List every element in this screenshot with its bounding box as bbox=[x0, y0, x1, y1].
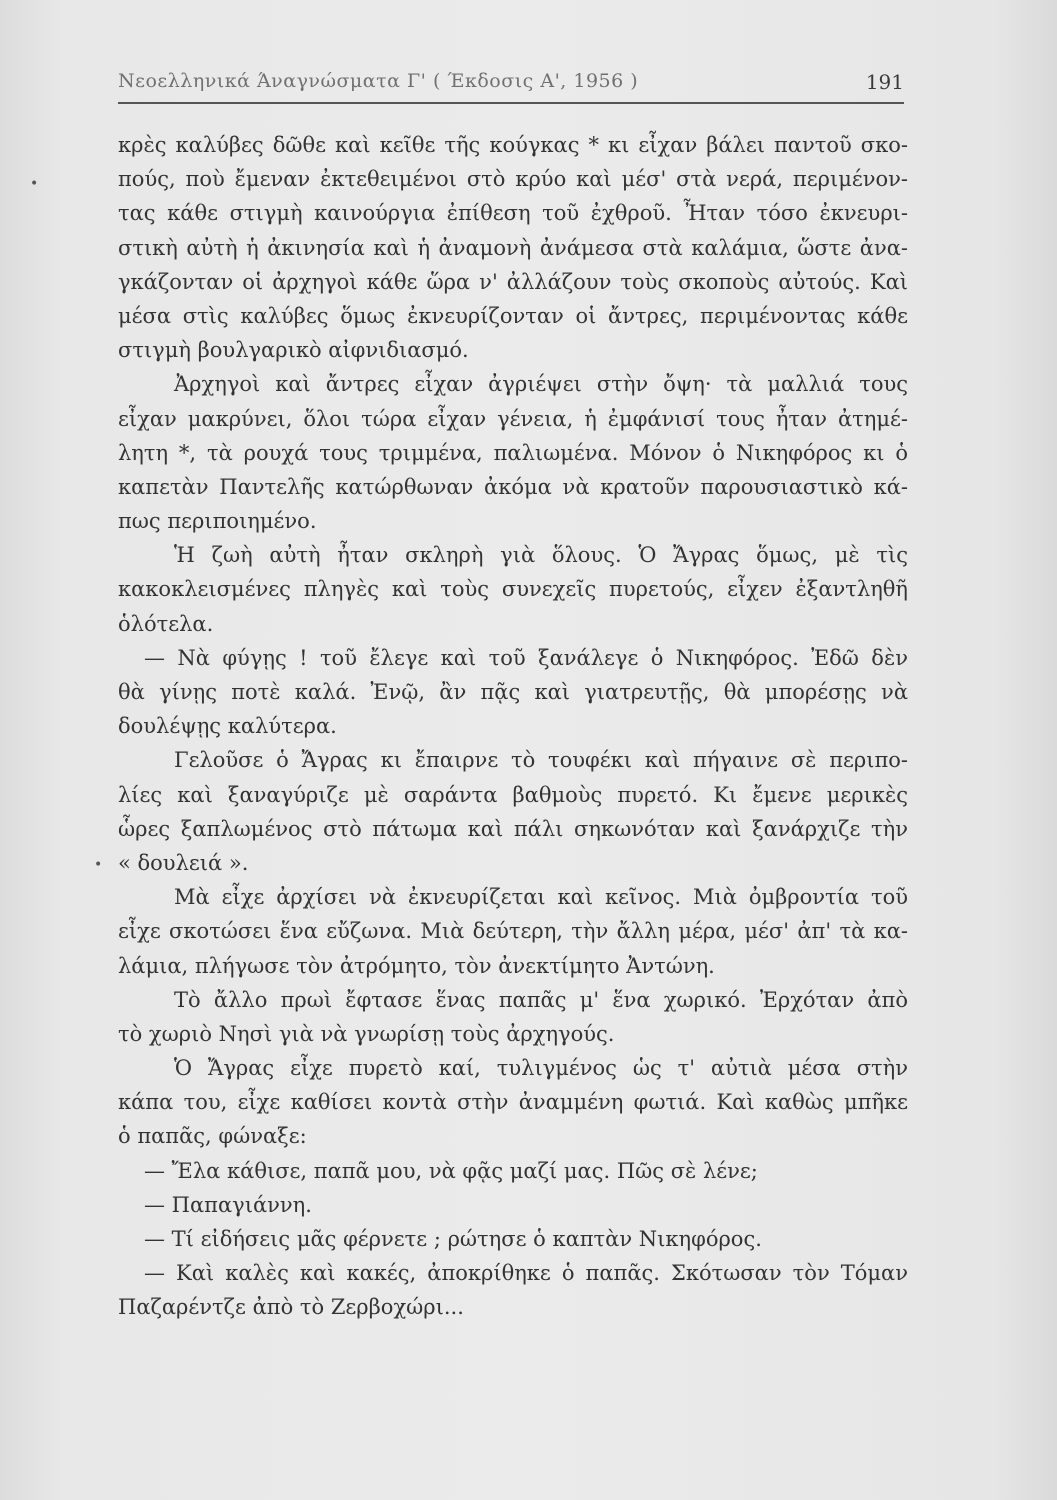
text-line: πως περιποιημένο. bbox=[118, 509, 317, 534]
text-line: καπετὰν Παντελῆς κατώρθωναν ἀκόμα νὰ κρατοῦν παρουσιαστικὸ κά- bbox=[118, 474, 908, 499]
text-line: κακοκλεισμένες πληγὲς καὶ τοὺς συνεχεῖς πυρετούς, εἶχεν ἐξαντληθῆ bbox=[118, 577, 908, 602]
text-line: « δουλειά ». bbox=[118, 850, 249, 875]
text-line: εἶχε σκοτώσει ἕνα εὔζωνα. Μιὰ δεύτερη, τὴν ἄλλη μέρα, μέσ' ἀπ' τὰ κα- bbox=[118, 919, 908, 944]
text-line: Ἡ ζωὴ αὐτὴ ἦταν σκληρὴ γιὰ ὅλους. Ὁ Ἄγρας ὅμως, μὲ τὶς bbox=[174, 543, 908, 568]
text-line: τας κάθε στιγμὴ καινούργια ἐπίθεση τοῦ ἐχθροῦ. Ἦταν τόσο ἐκνευρι- bbox=[118, 201, 908, 226]
text-line: — Τί εἰδήσεις μᾶς φέρνετε ; ρώτησε ὁ καπτὰν Νικηφόρος. bbox=[144, 1227, 762, 1251]
text-line: Γελοῦσε ὁ Ἄγρας κι ἔπαιρνε τὸ τουφέκι καὶ πήγαινε σὲ περιπο- bbox=[174, 748, 908, 773]
text-line: — Παπαγιάννη. bbox=[144, 1192, 312, 1217]
text-line: Ἀρχηγοὶ καὶ ἄντρες εἶχαν ἀγριέψει στὴν ὄψη· τὰ μαλλιά τους bbox=[174, 372, 908, 397]
text-line: εἶχαν μακρύνει, ὅλοι τώρα εἶχαν γένεια, ἡ ἐμφάνισί τους ἦταν ἀτημέ- bbox=[118, 406, 908, 431]
page-number: 191 bbox=[865, 70, 904, 94]
text-line: ὁ παπᾶς, φώναξε: bbox=[118, 1124, 307, 1149]
text-line: λητη *, τὰ ρουχά τους τριμμένα, παλιωμένα. Μόνον ὁ Νικηφόρος κι ὁ bbox=[118, 440, 908, 465]
text-line: ὧρες ξαπλωμένος στὸ πάτωμα καὶ πάλι σηκωνόταν καὶ ξανάρχιζε τὴν bbox=[118, 816, 908, 841]
text-line: τὸ χωριὸ Νησὶ γιὰ νὰ γνωρίσῃ τοὺς ἀρχηγούς. bbox=[118, 1021, 615, 1046]
text-line: Παζαρέντζε ἀπὸ τὸ Ζερβοχώρι... bbox=[118, 1295, 464, 1320]
text-line: — Νὰ φύγῃς ! τοῦ ἔλεγε καὶ τοῦ ξανάλεγε ὁ Νικηφόρος. Ἐδῶ δὲν bbox=[144, 645, 908, 670]
text-line: Μὰ εἶχε ἀρχίσει νὰ ἐκνευρίζεται καὶ κεῖνος. Μιὰ ὀμβροντία τοῦ bbox=[174, 885, 908, 910]
text-line: στιγμὴ βουλγαρικὸ αἰφνιδιασμό. bbox=[118, 338, 469, 363]
text-line: κρὲς καλύβες δῶθε καὶ κεῖθε τῆς κούγκας * κι εἶχαν βάλει παντοῦ σκο- bbox=[118, 133, 908, 157]
margin-dot: • bbox=[94, 857, 103, 873]
margin-dot: • bbox=[30, 176, 39, 192]
text-line: στικὴ αὐτὴ ἡ ἀκινησία καὶ ἡ ἀναμονὴ ἀνάμεσα στὰ καλάμια, ὥστε ἀνα- bbox=[118, 235, 908, 260]
text-line: Τὸ ἄλλο πρωὶ ἔφτασε ἕνας παπᾶς μ' ἕνα χωρικό. Ἐρχόταν ἀπὸ bbox=[174, 987, 908, 1012]
text-line: θὰ γίνῃς ποτὲ καλά. Ἐνῷ, ἂν πᾷς καὶ γιατρευτῇς, θὰ μπορέσῃς νὰ bbox=[118, 680, 908, 704]
header-rule bbox=[118, 102, 904, 104]
running-head: Νεοελληνικά Άναγνώσματα Γ' ( Έκδοσις Α', 1956 ) bbox=[118, 70, 639, 92]
text-line: δουλέψῃς καλύτερα. bbox=[118, 714, 337, 739]
text-line: γκάζονταν οἱ ἀρχηγοὶ κάθε ὥρα ν' ἀλλάζουν τοὺς σκοποὺς αὐτούς. Καὶ bbox=[118, 269, 908, 294]
text-line: — Ἔλα κάθισε, παπᾶ μου, νὰ φᾷς μαζί μας. Πῶς σὲ λένε; bbox=[144, 1158, 758, 1183]
text-line: λάμια, πλήγωσε τὸν ἀτρόμητο, τὸν ἀνεκτίμητο Ἀντώνη. bbox=[118, 953, 715, 978]
text-line: λίες καὶ ξαναγύριζε μὲ σαράντα βαθμοὺς πυρετό. Κι ἔμενε μερικὲς bbox=[118, 782, 908, 807]
text-line: κάπα του, εἶχε καθίσει κοντὰ στὴν ἀναμμένη φωτιά. Καὶ καθὼς μπῆκε bbox=[118, 1090, 908, 1115]
page-header bbox=[118, 70, 904, 100]
text-line: ὁλότελα. bbox=[118, 611, 214, 636]
text-line: Ὁ Ἄγρας εἶχε πυρετὸ καί, τυλιγμένος ὡς τ' αὐτιὰ μέσα στὴν bbox=[174, 1056, 908, 1081]
text-line: μέσα στὶς καλύβες ὅμως ἐκνευρίζονταν οἱ ἄντρες, περιμένοντας κάθε bbox=[118, 303, 908, 328]
text-line: — Καὶ καλὲς καὶ κακές, ἀποκρίθηκε ὁ παπᾶς. Σκότωσαν τὸν Τόμαν bbox=[144, 1261, 908, 1286]
text-line: πούς, ποὺ ἔμεναν ἐκτεθειμένοι στὸ κρύο καὶ μέσ' στὰ νερά, περιμένον- bbox=[118, 167, 908, 192]
body-text bbox=[118, 128, 908, 1325]
